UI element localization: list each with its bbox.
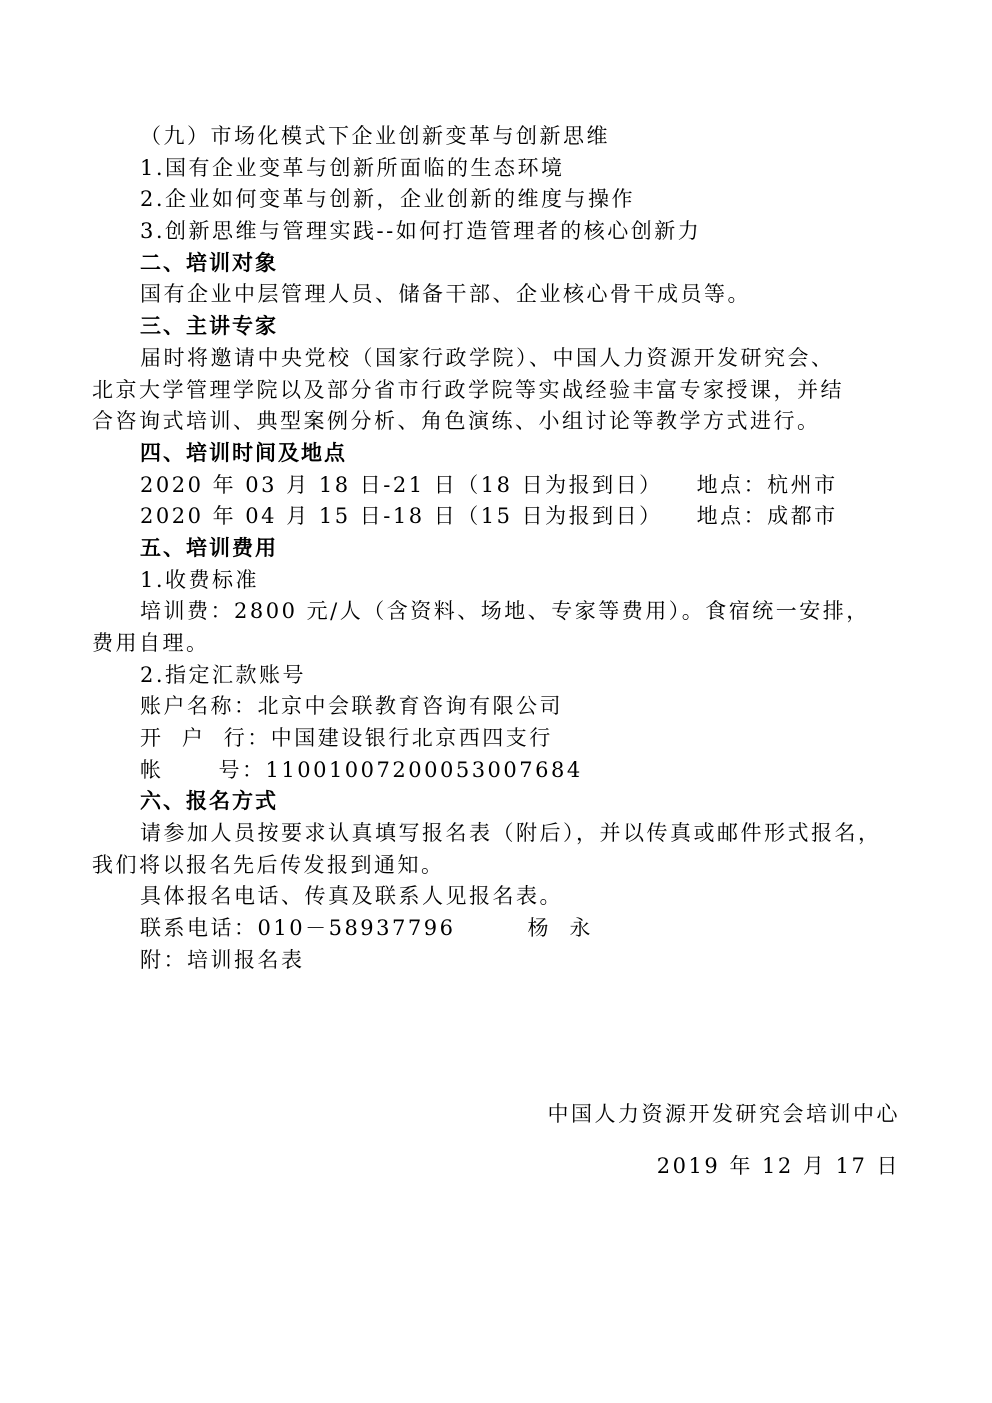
fees-heading: 五、培训费用 [140,536,278,560]
experts-line-3: 合咨询式培训、典型案例分析、角色演练、小组讨论等教学方式进行。 [92,409,821,433]
registration-line-3: 具体报名电话、传真及联系人见报名表。 [140,884,563,908]
account-number-label-2: 号： [218,758,266,782]
schedule-session-2 [140,501,838,532]
schedule-session-1 [140,470,838,501]
experts-line-1: 届时将邀请中央党校（国家行政学院）、中国人力资源开发研究会、 [140,346,835,370]
session-1-date: 2020 年 03 月 18 日-21 日（18 日为报到日） [140,473,663,497]
contact-row [140,913,593,944]
attachment-note: 附：培训报名表 [140,948,305,972]
session-1-location: 地点：杭州市 [696,473,838,497]
fees-sub-2: 2.指定汇款账号 [140,663,307,687]
section-9-item-3: 3.创新思维与管理实践--如何打造管理者的核心创新力 [140,219,702,243]
trainees-text: 国有企业中层管理人员、储备干部、企业核心骨干成员等。 [140,282,751,306]
fees-line-2: 费用自理。 [92,631,210,655]
section-9-item-2: 2.企业如何变革与创新，企业创新的维度与操作 [140,187,636,211]
phone-label: 联系电话： [140,916,258,940]
phone-number: 010－58937796 [257,916,456,940]
bank-label: 开 户 行： [140,726,271,750]
registration-line-1: 请参加人员按要求认真填写报名表（附后），并以传真或邮件形式报名， [140,821,882,845]
account-number-row [140,755,583,786]
bank-value: 中国建设银行北京西四支行 [270,726,553,750]
signature-organization: 中国人力资源开发研究会培训中心 [547,1102,900,1126]
section-9-item-1: 1.国有企业变革与创新所面临的生态环境 [140,156,565,180]
signature-date: 2019 年 12 月 17 日 [656,1154,900,1178]
experts-line-2: 北京大学管理学院以及部分省市行政学院等实战经验丰富专家授课，并结 [92,378,844,402]
account-name-label: 账户名称： [140,694,258,718]
account-name-value: 北京中会联教育咨询有限公司 [257,694,563,718]
account-number-value: 11001007200053007684 [265,758,583,782]
trainees-heading: 二、培训对象 [140,251,278,275]
registration-heading: 六、报名方式 [140,789,278,813]
contact-person: 杨 永 [527,916,593,940]
registration-line-2: 我们将以报名先后传发报到通知。 [92,853,445,877]
session-2-date: 2020 年 04 月 15 日-18 日（15 日为报到日） [140,504,663,528]
section-9-title: （九）市场化模式下企业创新变革与创新思维 [140,124,610,148]
account-name-row [140,691,563,722]
fees-sub-1: 1.收费标准 [140,568,260,592]
session-2-location: 地点：成都市 [696,504,838,528]
fees-line-1: 培训费：2800 元/人（含资料、场地、专家等费用）。食宿统一安排， [140,599,870,623]
schedule-heading: 四、培训时间及地点 [140,441,347,465]
bank-row [140,723,553,754]
experts-heading: 三、主讲专家 [140,314,278,338]
account-number-label-1: 帐 [140,758,164,782]
